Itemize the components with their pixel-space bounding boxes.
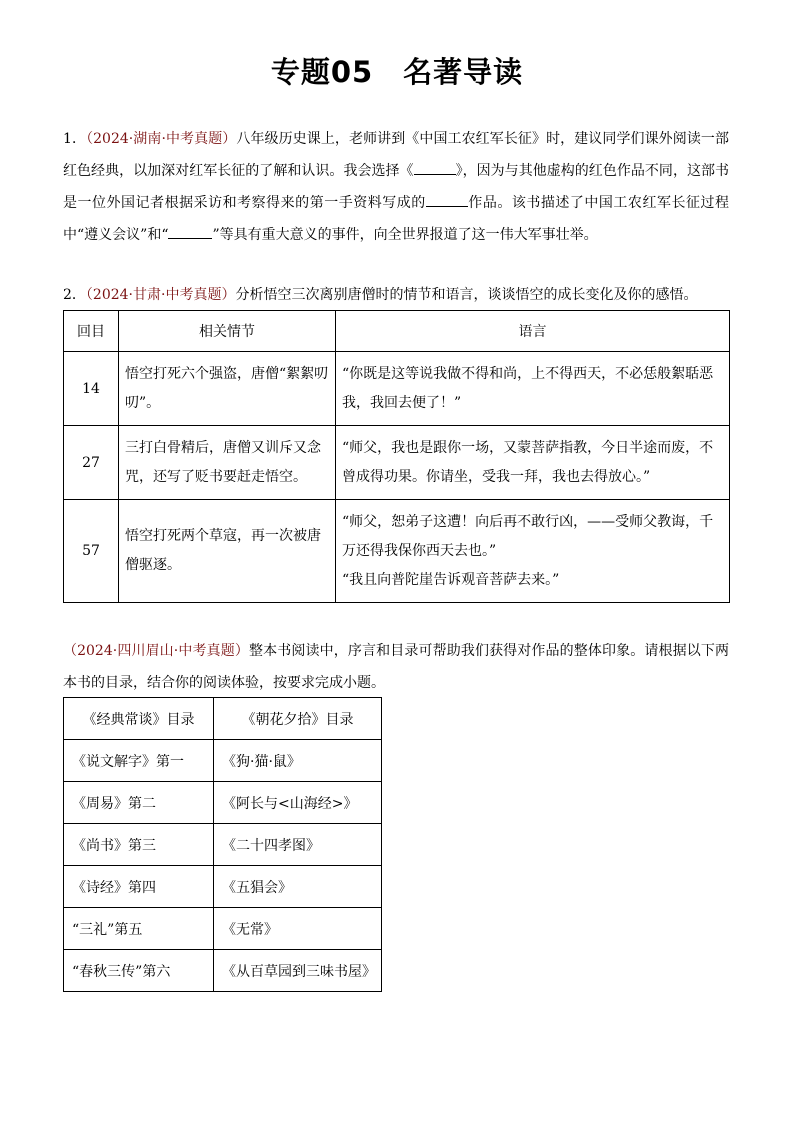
column-header: 相关情节 [119, 311, 336, 352]
answer-blank[interactable] [414, 160, 456, 175]
toc-entry: 《二十四孝图》 [214, 824, 382, 866]
question-prompt: 整本书阅读中，序言和目录可帮助我们获得对作品的整体印象。请根据以下两本书的目录，结合你的阅读体验，按要求完成小题。 [63, 643, 730, 691]
answer-blank[interactable] [168, 224, 212, 239]
toc-entry: “春秋三传”第六 [64, 950, 214, 992]
table-of-contents-table [63, 697, 382, 992]
question-prompt: 分析悟空三次离别唐僧时的情节和语言，谈谈悟空的成长变化及你的感悟。 [235, 287, 698, 303]
table-header-row [64, 698, 382, 740]
answer-blank[interactable] [426, 192, 468, 207]
question-source: （2024·四川眉山·中考真题） [63, 643, 249, 659]
toc-entry: 《无常》 [214, 908, 382, 950]
toc-entry: 《诗经》第四 [64, 866, 214, 908]
question-3 [63, 635, 729, 699]
question-number: 1． [63, 131, 87, 147]
toc-entry: 《五猖会》 [214, 866, 382, 908]
quote: “师父，我也是跟你一场，又蒙菩萨指教，今日半途而废，不曾成得功果。你请坐，受我一拜，我也去得放心。” [342, 439, 714, 485]
table-header-row [64, 311, 730, 352]
question-source: （2024·湖南·中考真题） [86, 131, 237, 147]
quote: “师父，恕弟子这遭！向后再不敢行凶，——受师父教诲，千万还得我保你西天去也。” [342, 513, 714, 559]
table-row [64, 908, 382, 950]
question-text-part: 作品。该书描述了中国工农红军长征过程中“遵义会议”和“ [63, 195, 730, 243]
chapter-number: 14 [64, 352, 119, 426]
table-row [64, 824, 382, 866]
toc-entry: 《从百草园到三味书屋》 [214, 950, 382, 992]
language-cell [336, 426, 730, 500]
question-number: 2． [63, 287, 86, 303]
table-row [64, 740, 382, 782]
plot-cell: 三打白骨精后，唐僧又训斥又念咒，还写了贬书要赶走悟空。 [119, 426, 336, 500]
column-header: 《朝花夕拾》目录 [214, 698, 382, 740]
toc-entry: “三礼”第五 [64, 908, 214, 950]
quote: “你既是这等说我做不得和尚，上不得西天，不必恁般絮聒恶我，我回去便了！” [342, 365, 714, 411]
toc-entry: 《阿长与<山海经>》 [214, 782, 382, 824]
toc-entry: 《周易》第二 [64, 782, 214, 824]
toc-entry: 《尚书》第三 [64, 824, 214, 866]
question-text-part: 》，因为与其他虚构的红色作品不同，这部书是一位外国记者根据采访和考察得来的第一手资料写成的 [63, 163, 730, 211]
table-row [64, 866, 382, 908]
table-row [64, 352, 730, 426]
chapter-number: 27 [64, 426, 119, 500]
column-header: 《经典常谈》目录 [64, 698, 214, 740]
plot-language-table [63, 310, 730, 603]
page-title: 专题05 名著导读 [270, 55, 524, 89]
toc-entry: 《说文解字》第一 [64, 740, 214, 782]
plot-cell: 悟空打死六个强盗，唐僧“絮絮叨叨”。 [119, 352, 336, 426]
language-cell [336, 352, 730, 426]
plot-cell: 悟空打死两个草寇，再一次被唐僧驱逐。 [119, 500, 336, 603]
toc-entry: 《狗·猫·鼠》 [214, 740, 382, 782]
table-row [64, 500, 730, 603]
table-row [64, 782, 382, 824]
column-header: 回目 [64, 311, 119, 352]
question-2 [63, 279, 729, 311]
question-text-part: 八年级历史课上，老师讲到《中国工农红军长征》时，建议同学们课外阅读一部红色经典，以加深对红军长征的了解和认识。我会选择《 [63, 131, 729, 179]
column-header: 语言 [336, 311, 730, 352]
question-source: （2024·甘肃·中考真题） [85, 287, 236, 303]
table-row [64, 950, 382, 992]
language-cell [336, 500, 730, 603]
quote: “我且向普陀崖告诉观音菩萨去来。” [342, 571, 560, 588]
question-1 [63, 123, 729, 251]
question-text-part: ”等具有重大意义的事件，向全世界报道了这一伟大军事壮举。 [212, 227, 598, 243]
table-row [64, 426, 730, 500]
chapter-number: 57 [64, 500, 119, 603]
